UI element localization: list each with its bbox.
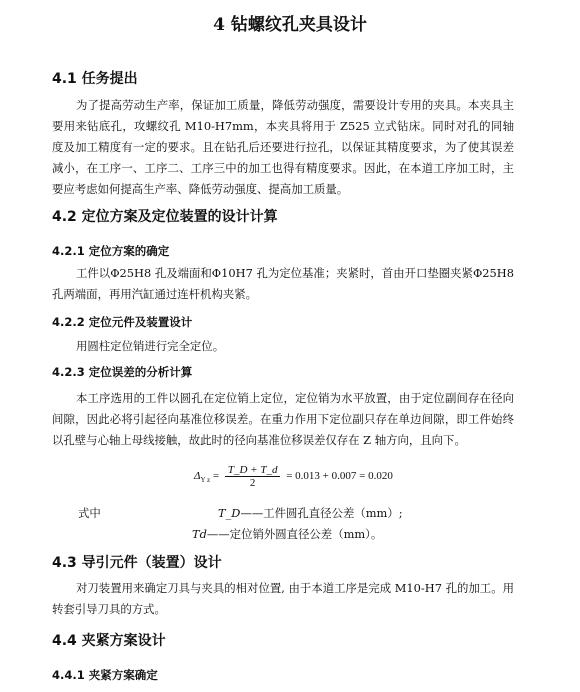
- section-4-2-3-paragraph: 本工序选用的工件以圆孔在定位销上定位，定位销为水平放置，由于定位副间存在径向间隙，因此必将引起径向基准位移误差。在重力作用下定位副只存在单边间隙，即工件始终以孔壁与心轴上母线接触，故此时的径向基准位移误差仅存在 Z 轴方向，且向下。: [52, 391, 514, 447]
- section-4-3-heading: 4.3 导引元件（装置）设计: [52, 555, 222, 571]
- definition-label: 式中: [78, 506, 101, 520]
- td-lower-symbol: Td: [192, 527, 207, 541]
- equation-rhs: = 0.013 + 0.007 = 0.020: [286, 470, 393, 483]
- section-4-2-1-paragraph: 工件以Φ25H8 孔及端面和Φ10H7 孔为定位基准；夹紧时，首由开口垫圈夹紧Φ25H8 孔两端面，再用汽缸通过连杆机构夹紧。: [52, 266, 514, 301]
- chapter-title: [0, 10, 580, 35]
- section-4-1-paragraph: 为了提高劳动生产率，保证加工质量，降低劳动强度，需要设计专用的夹具。本夹具主要用来钻底孔，攻螺纹孔 M10-H7mm，本夹具将用于 Z525 立式钻床。同时对孔的同轴度及加工精度有一定的要求。且在钻孔后还要进行拉孔，以保证其精度要求，为了使其误差减小，在工序一、工序二、工序三中的加工也得有精度要求。因此，在本道工序加工时，主要应考虑如何提高生产率、降低劳动强度、提高加工质量。: [52, 98, 514, 196]
- definition-td-lower: [192, 526, 382, 542]
- section-4-2-1-heading: 4.2.1 定位方案的确定: [52, 244, 170, 258]
- section-4-2-2-heading: 4.2.2 定位元件及装置设计: [52, 315, 193, 329]
- chapter-number: 4: [213, 15, 225, 35]
- equation-denominator: 2: [249, 477, 256, 489]
- td-upper-symbol: T_D: [218, 506, 241, 520]
- section-4-3-paragraph: 对刀装置用来确定刀具与夹具的相对位置, 由于本道工序是完成 M10-H7 孔的加工。用转套引导刀具的方式。: [52, 581, 514, 616]
- section-4-2-heading: 4.2 定位方案及定位装置的设计计算: [52, 209, 278, 225]
- chapter-title-text: 钻螺纹孔夹具设计: [230, 15, 367, 35]
- td-upper-text: ——工件圆孔直径公差（mm）;: [240, 506, 403, 520]
- equation-lhs: Δ: [194, 470, 201, 483]
- equation-numerator: T_D + T_d: [225, 464, 281, 477]
- definition-td-upper: [218, 505, 403, 521]
- section-4-2-3-heading: 4.2.3 定位误差的分析计算: [52, 365, 193, 379]
- td-lower-text: ——定位销外圆直径公差（mm）。: [206, 527, 383, 541]
- error-equation: $\Delta_{Y z}$ = $\frac{T\_D + T\_d}{2}$ = 0.013 + 0.007 = 0.020: [194, 464, 393, 489]
- section-4-2-2-paragraph: 用圆柱定位销进行完全定位。: [76, 339, 225, 353]
- equation-lhs-subscript: Y z: [200, 476, 211, 485]
- equation-fraction: [225, 464, 281, 489]
- section-4-4-heading: 4.4 夹紧方案设计: [52, 633, 166, 649]
- section-4-4-1-heading: 4.4.1 夹紧方案确定: [52, 668, 158, 682]
- section-4-1-heading: 4.1 任务提出: [52, 71, 138, 87]
